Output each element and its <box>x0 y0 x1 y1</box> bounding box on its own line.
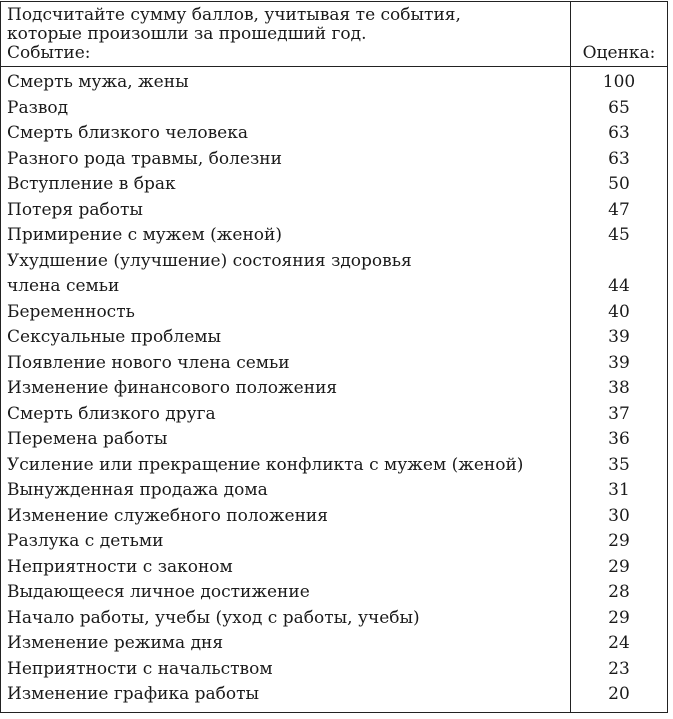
event-cell: Разлука с детьми <box>7 531 164 551</box>
event-cell: Перемена работы <box>7 429 168 449</box>
instruction-line-1: Подсчитайте сумму баллов, учитывая те события, <box>7 5 461 25</box>
event-cell: Сексуальные проблемы <box>7 327 222 347</box>
scores-column <box>571 67 667 712</box>
score-cell: 45 <box>608 225 630 245</box>
event-cell: Смерть близкого друга <box>7 403 216 424</box>
event-cell: Примирение с мужем (женой) <box>7 225 282 245</box>
event-cell: Развод <box>7 97 69 118</box>
event-cell: Усиление или прекращение конфликта с мужем (женой) <box>7 454 524 475</box>
score-cell: 37 <box>608 403 630 424</box>
event-cell: Неприятности с начальством <box>7 658 273 679</box>
score-cell: 50 <box>608 174 630 194</box>
score-cell: 28 <box>608 582 630 602</box>
stress-events-table <box>0 1 668 713</box>
score-cell: 63 <box>608 123 630 143</box>
score-cell: 29 <box>608 531 630 551</box>
event-cell: Изменение графика работы <box>7 684 260 704</box>
score-cell: 29 <box>608 556 630 577</box>
score-column-header-cell <box>571 2 667 66</box>
score-cell: 63 <box>608 148 630 169</box>
event-cell: Ухудшение (улучшение) состояния здоровья <box>7 250 412 271</box>
score-cell: 40 <box>608 301 630 322</box>
event-column-header: Событие: <box>7 43 91 63</box>
score-cell: 30 <box>608 505 630 526</box>
score-cell: 39 <box>608 352 630 373</box>
event-cell: Вступление в брак <box>7 174 176 194</box>
score-cell: 20 <box>608 684 630 704</box>
score-cell: 38 <box>608 378 630 398</box>
event-cell: Разного рода травмы, болезни <box>7 148 282 169</box>
event-cell: Изменение финансового положения <box>7 378 338 398</box>
event-cell: Смерть близкого человека <box>7 123 249 143</box>
event-cell: Начало работы, учебы (уход с работы, учебы) <box>7 607 420 628</box>
score-cell: 31 <box>608 480 630 500</box>
event-cell: Выдающееся личное достижение <box>7 582 310 602</box>
events-column <box>1 67 571 712</box>
event-cell: члена семьи <box>7 276 120 296</box>
score-cell: 24 <box>608 633 630 653</box>
event-cell: Появление нового члена семьи <box>7 352 290 373</box>
score-cell: 35 <box>608 454 630 475</box>
score-cell: 100 <box>602 72 636 92</box>
table-body <box>1 67 667 712</box>
score-cell: 36 <box>608 429 630 449</box>
score-cell: 29 <box>608 607 630 628</box>
event-cell: Неприятности с законом <box>7 556 233 577</box>
table-header <box>1 2 667 67</box>
score-cell: 23 <box>608 658 630 679</box>
event-cell: Потеря работы <box>7 199 143 220</box>
event-cell: Беременность <box>7 301 135 322</box>
instruction-line-2: которые произошли за прошедший год. <box>7 24 367 44</box>
score-cell: 65 <box>608 97 630 118</box>
score-cell: 39 <box>608 327 630 347</box>
score-cell <box>571 249 667 275</box>
score-cell: 44 <box>608 276 630 296</box>
header-instructions <box>1 2 571 66</box>
event-cell: Изменение служебного положения <box>7 505 328 526</box>
event-cell: Смерть мужа, жены <box>7 72 189 92</box>
score-cell: 47 <box>608 199 630 220</box>
event-cell: Вынужденная продажа дома <box>7 480 268 500</box>
event-cell: Изменение режима дня <box>7 633 224 653</box>
score-column-header: Оценка: <box>582 43 656 63</box>
